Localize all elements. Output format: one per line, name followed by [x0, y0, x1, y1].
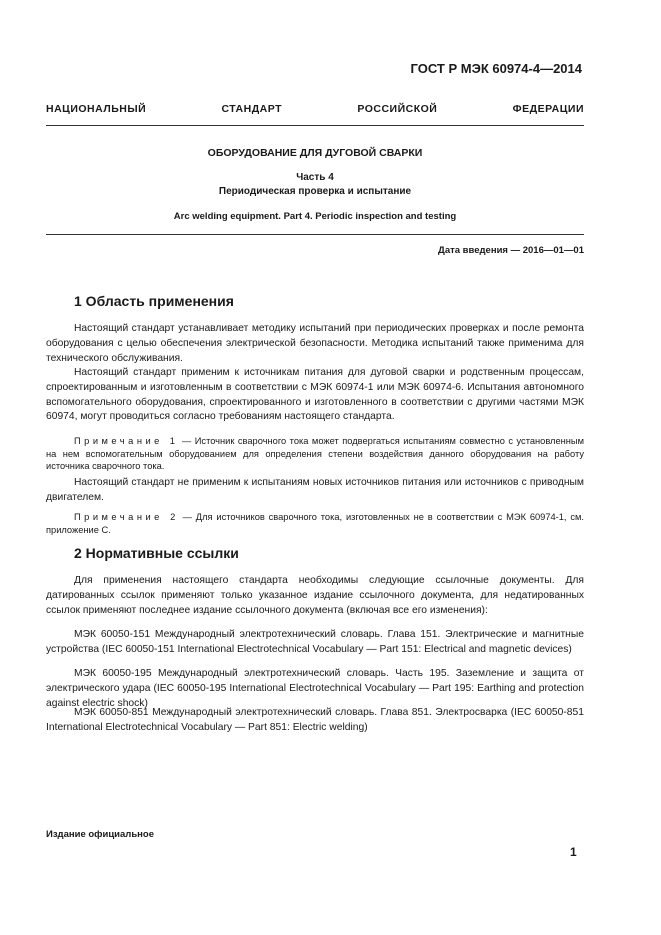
section-1-paragraph-3: Настоящий стандарт не применим к испытаниям новых источников питания или источников с приводным двигателем. [46, 477, 584, 503]
note-2-text: — Для источников сварочного тока, изготовленных не в соответствии с МЭК 60974-1, см. приложение С. [46, 512, 584, 535]
note-1-label: Примечание 1 [74, 436, 179, 446]
standard-title: ОБОРУДОВАНИЕ ДЛЯ ДУГОВОЙ СВАРКИ [207, 147, 423, 159]
official-edition-label: Издание официальное [46, 829, 154, 840]
english-title: Arc welding equipment. Part 4. Periodic inspection and testing [173, 211, 457, 222]
reference-iec-60050-151: МЭК 60050-151 Международный электротехнический словарь. Глава 151. Электрические и магнитные устройства (IEC 60050-151 International Electrotechnical Vocabulary — Part 151: Electrical and magnetic devices) [46, 629, 584, 655]
note-1 [46, 435, 584, 473]
section-2-heading: 2 Нормативные ссылки [74, 545, 239, 561]
introduction-date: Дата введения — 2016—01—01 [438, 245, 584, 256]
section-2-paragraph-1: Для применения настоящего стандарта необходимы следующие ссылочные документы. Для датированных ссылок применяют только указанное издание ссылочного документа, для недатированных ссылок применяют последнее издание ссылочного документа (включая все его изменения): [46, 575, 584, 616]
national-standard-banner: НАЦИОНАЛЬНЫЙ СТАНДАРТ РОССИЙСКОЙ ФЕДЕРАЦИИ [46, 103, 584, 115]
note-2 [46, 511, 584, 536]
section-1-paragraph-2: Настоящий стандарт применим к источникам питания для дуговой сварки и родственным процессам, спроектированным и изготовленным в соответствии с МЭК 60974-1 или МЭК 60974-6. Испытания автономного вспомогательного оборудования, спроектированного и изготовленного в соответствии с другими частями МЭК 60974, могут проводиться согласно требованиям настоящего стандарта. [46, 367, 584, 423]
document-number: ГОСТ Р МЭК 60974-4—2014 [410, 61, 582, 76]
note-2-label: Примечание 2 [74, 512, 179, 522]
reference-iec-60050-851: МЭК 60050-851 Международный электротехнический словарь. Глава 851. Электросварка (IEC 60050-851 International Electrotechnical Vocabulary — Part 851: Electric welding) [46, 707, 584, 733]
note-1-text: — Источник сварочного тока может подвергаться испытаниям совместно с установленным на нем вспомогательным оборудованием для определения степени воздействия данного оборудования на работу источника сварочного тока. [46, 436, 584, 471]
section-1-paragraph-1: Настоящий стандарт устанавливает методику испытаний при периодических проверках и после ремонта оборудования с целью обеспечения электрической безопасности. Методика испытаний также применима для технического обслуживания. [46, 323, 584, 364]
top-divider [46, 125, 584, 126]
reference-iec-60050-195: МЭК 60050-195 Международный электротехнический словарь. Часть 195. Заземление и защита от электрического удара (IEC 60050-195 International Electrotechnical Vocabulary — Part 195: Earthing and protection against electric shock) [46, 668, 584, 709]
page-number: 1 [570, 845, 577, 859]
title-divider [46, 234, 584, 235]
section-1-heading: 1 Область применения [74, 293, 234, 309]
standard-subtitle: Периодическая проверка и испытание [218, 186, 412, 197]
part-label: Часть 4 [296, 172, 334, 183]
